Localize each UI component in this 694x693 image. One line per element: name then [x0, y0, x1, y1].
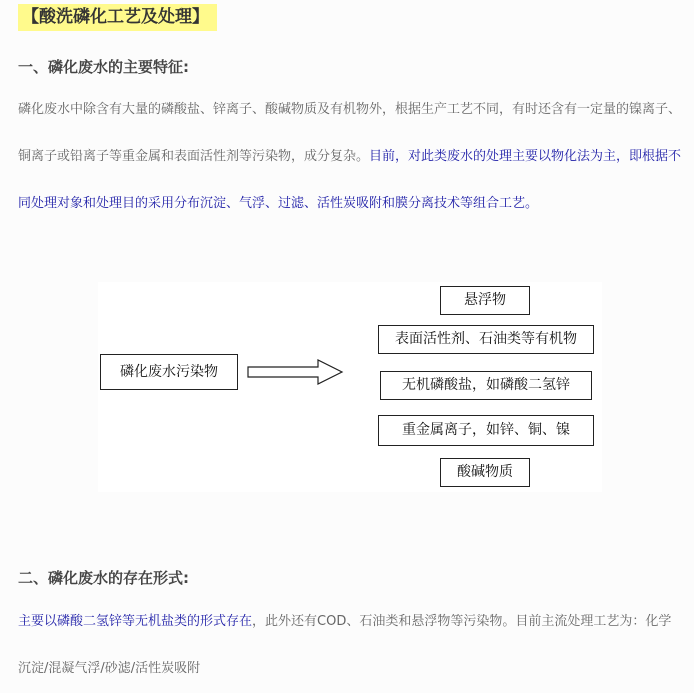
- section1-highlight-text: 目前，对此类废水的处理主要以物化法为主，即根据不同处理对象和处理目的采用分布沉淀、气浮、过滤、活性炭吸附和膜分离技术等组合工艺。: [18, 149, 682, 211]
- pollutant-diagram: [98, 282, 602, 492]
- source-box: 磷化废水污染物: [100, 354, 238, 390]
- section2-highlight-text: 主要以磷酸二氢锌等无机盐类的形式存在: [18, 614, 253, 629]
- pollutant-box: 表面活性剂、石油类等有机物: [378, 325, 594, 354]
- right-arrow-icon: [246, 358, 346, 388]
- pollutant-box: 无机磷酸盐，如磷酸二氢锌: [380, 371, 592, 400]
- section2-heading: 二、磷化废水的存在形式:: [18, 569, 189, 587]
- page-title: 【酸洗磷化工艺及处理】: [18, 4, 217, 31]
- pollutant-box: 悬浮物: [440, 286, 530, 315]
- section1-text: 磷化废水中除含有大量的磷酸盐、锌离子、酸碱物质及有机物外，根据生产工艺不同，有时还含有一定量的镍离子、铜离子或铅离子等重金属和表面活性剂等污染物，成分复杂。: [18, 102, 682, 164]
- section2-text: ，此外还有COD、石油类和悬浮物等污染物。目前主流处理工艺为：化学沉淀/混凝气浮/砂滤/活性炭吸附: [18, 614, 672, 676]
- section2-paragraph: [18, 598, 684, 692]
- pollutant-box: 酸碱物质: [440, 458, 530, 487]
- section1-heading: 一、磷化废水的主要特征:: [18, 58, 189, 76]
- section1-paragraph: [18, 86, 684, 227]
- pollutant-box: 重金属离子，如锌、铜、镍: [378, 415, 594, 446]
